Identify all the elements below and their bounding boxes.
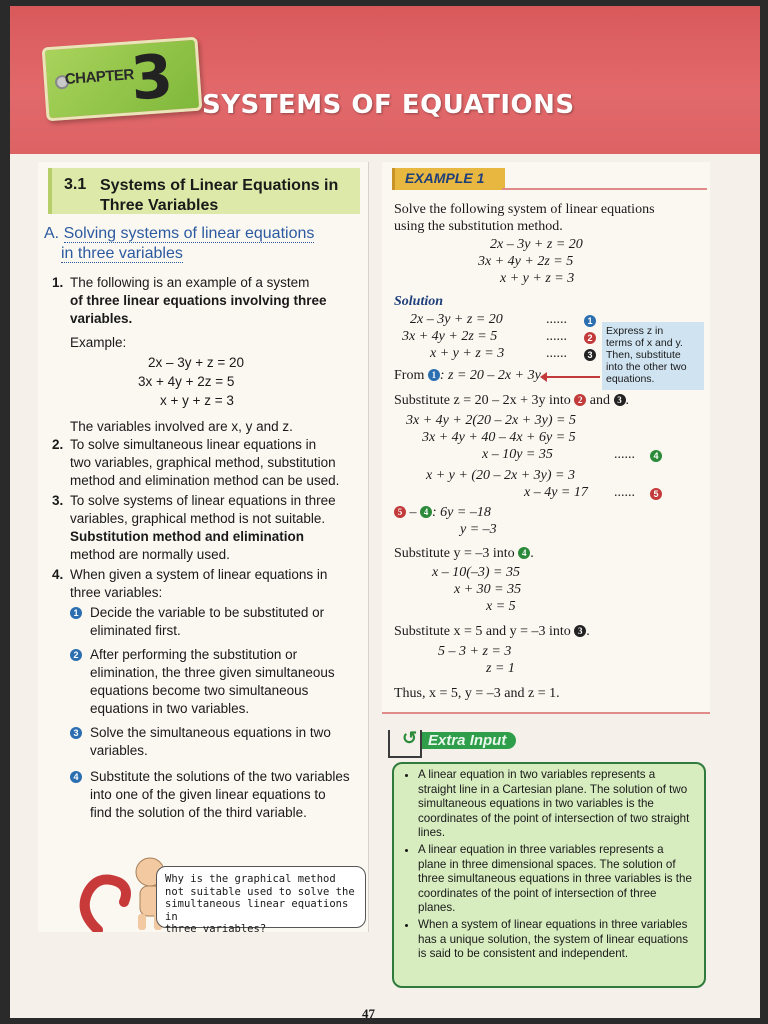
list-item-1	[52, 274, 368, 328]
example-panel	[382, 162, 710, 714]
question-equation-3: x + y + z = 3	[500, 271, 575, 286]
text-line: When given a system of linear equations in	[70, 567, 328, 582]
step-4-icon: 4	[70, 771, 82, 783]
subsection-heading	[44, 224, 354, 264]
text-line: two variables, graphical method, substitution	[70, 455, 336, 470]
eq-ref-1-icon: 1	[428, 369, 440, 381]
work-line-12: z = 1	[486, 661, 515, 676]
section-heading	[48, 168, 360, 214]
bubble-line: not suitable used to solve the	[165, 885, 355, 898]
note-line: Express z in	[606, 325, 664, 337]
question-line-1: Solve the following system of linear equations	[394, 202, 655, 217]
chapter-title: SYSTEMS OF EQUATIONS	[202, 90, 575, 120]
example-tab	[392, 168, 505, 190]
text-line: eliminated first.	[90, 623, 181, 638]
bubble-line: three variables?	[165, 923, 267, 935]
text-line: method are normally used.	[70, 547, 230, 562]
work-expression: : 6y = –18	[432, 505, 491, 520]
section-title: Systems of Linear Equations in Three Variables	[100, 177, 339, 214]
work-line-5: x – 4y = 17	[524, 485, 588, 500]
extra-bullet-1: • A linear equation in two variables represents a straight line in a Cartesian plane. The solution of two simultaneous equations in two variables is the coordinates of the point of intersection of two straight lines.	[418, 768, 694, 841]
text-line: To solve systems of linear equations in three	[70, 493, 336, 508]
note-line: equations.	[606, 373, 655, 385]
chapter-banner	[10, 6, 760, 154]
eq-marker-1-icon: 1	[584, 315, 596, 327]
text-line: into one of the given linear equations to	[90, 787, 326, 802]
step-4	[70, 768, 366, 822]
work-line-4: x + y + (20 – 2x + 3y) = 3	[426, 468, 575, 483]
text-line: variables, graphical method is not suitable.	[70, 511, 326, 526]
eq-marker-3-icon: 3	[584, 349, 596, 361]
eq-ref-2-icon: 2	[574, 394, 586, 406]
eq-dots-5: ......	[614, 485, 635, 500]
variables-line: The variables involved are x, y and z.	[70, 419, 293, 434]
pointer-arrow-icon	[540, 372, 547, 382]
list-number: 3.	[52, 493, 64, 508]
substitute-line-3: Substitute x = 5 and y = –3 into 3 .	[394, 624, 590, 639]
example-equation-3: x + y + z = 3	[160, 393, 234, 408]
text-line: To solve simultaneous linear equations in	[70, 437, 317, 452]
text-line: Substitution method and elimination	[70, 529, 304, 544]
work-line-10: x = 5	[486, 599, 516, 614]
text-line: elimination, the three given simultaneous	[90, 665, 335, 680]
minus-sign: –	[409, 505, 417, 520]
question-equation-2: 3x + 4y + 2z = 5	[478, 254, 574, 269]
note-line: Then, substitute	[606, 349, 681, 361]
extra-input-body	[392, 762, 706, 988]
section-number: 3.1	[64, 176, 87, 193]
text-line: variables.	[70, 311, 133, 326]
extra-input-title: Extra Input	[422, 732, 516, 749]
left-column	[38, 162, 369, 932]
extra-bullet-2: • A linear equation in three variables represents a plane in three dimensional spaces. The solution of three simultaneous equations in three variables is the coordinates of the point of intersection of three planes.	[418, 843, 694, 916]
chapter-tag	[42, 37, 203, 122]
substitute-text: Substitute z = 20 – 2x + 3y into	[394, 393, 571, 408]
step-3-icon: 3	[70, 727, 82, 739]
solution-eq-3: x + y + z = 3	[430, 346, 505, 361]
bubble-line: simultaneous linear equations in	[165, 898, 349, 923]
step-1	[70, 604, 366, 640]
eq-dots-2: ......	[546, 329, 567, 344]
list-item-4	[52, 566, 368, 602]
extra-input-panel	[382, 722, 710, 992]
text-line: of three linear equations involving three	[70, 293, 327, 308]
list-item-2	[52, 436, 368, 490]
text-line: The following is an example of a system	[70, 275, 310, 290]
text-line: find the solution of the third variable.	[90, 805, 307, 820]
text-line: variables.	[90, 743, 148, 758]
example-divider	[502, 188, 707, 190]
eq-ref-3b-icon: 3	[574, 625, 586, 637]
solution-eq-2: 3x + 4y + 2z = 5	[402, 329, 498, 344]
step-2	[70, 646, 366, 718]
example-equation-2: 3x + 4y + 2z = 5	[138, 374, 235, 389]
example-label: Example:	[70, 335, 127, 350]
eq-ref-5-icon: 5	[394, 506, 406, 518]
substitute-line-2: Substitute y = –3 into 4 .	[394, 546, 534, 561]
pointer-arrow-line	[544, 376, 600, 378]
subsection-title-line1: Solving systems of linear equations	[63, 225, 315, 242]
eq-dots-4: ......	[614, 447, 635, 462]
work-line-6	[394, 505, 491, 521]
solution-eq-1: 2x – 3y + z = 20	[410, 312, 503, 327]
work-line-2: 3x + 4y + 40 – 4x + 6y = 5	[422, 430, 576, 445]
question-equation-1: 2x – 3y + z = 20	[490, 237, 583, 252]
step-3	[70, 724, 366, 760]
work-line-8: x – 10(–3) = 35	[432, 565, 520, 580]
substitute-text: Substitute x = 5 and y = –3 into	[394, 624, 571, 639]
work-line-9: x + 30 = 35	[454, 582, 522, 597]
extra-input-icon	[388, 730, 422, 758]
text-line: Decide the variable to be substituted or	[90, 605, 325, 620]
chapter-label: CHAPTER	[64, 66, 135, 88]
text-line: equations in two variables.	[90, 701, 250, 716]
eq-ref-4b-icon: 4	[518, 547, 530, 559]
note-line: into the other two	[606, 361, 687, 373]
eq-ref-4-icon: 4	[420, 506, 432, 518]
text-line: Solve the simultaneous equations in two	[90, 725, 331, 740]
work-line-11: 5 – 3 + z = 3	[438, 644, 512, 659]
list-number: 4.	[52, 567, 64, 582]
chapter-number: 3	[128, 41, 176, 115]
eq-dots-3: ......	[546, 346, 567, 361]
step-1-icon: 1	[70, 607, 82, 619]
example-tab-label: EXAMPLE 1	[405, 170, 485, 186]
extra-bullet-3: • When a system of linear equations in three variables has a unique solution, the system of linear equations is said to be consistent and independent.	[418, 918, 694, 962]
from-expression: : z = 20 – 2x + 3y	[439, 368, 541, 383]
page-number: 47	[362, 1006, 375, 1018]
bubble-line: Why is the graphical method	[165, 873, 336, 885]
text-line: three variables:	[70, 585, 163, 600]
example-equation-1: 2x – 3y + z = 20	[148, 355, 245, 370]
textbook-page	[10, 6, 760, 1018]
step-2-icon: 2	[70, 649, 82, 661]
eq-ref-3-icon: 3	[614, 394, 626, 406]
substitute-text: Substitute y = –3 into	[394, 546, 515, 561]
and-text: and	[589, 393, 611, 408]
eq-dots-1: ......	[546, 312, 567, 327]
solution-label: Solution	[394, 294, 444, 309]
eq-marker-4-icon: 4	[650, 450, 662, 462]
list-number: 2.	[52, 437, 64, 452]
from-label: From	[394, 368, 425, 383]
substitute-line-1: Substitute z = 20 – 2x + 3y into 2 and 3 .	[394, 393, 630, 408]
subsection-letter: A.	[44, 225, 60, 242]
text-line: equations become two simultaneous	[90, 683, 309, 698]
from-line	[394, 368, 541, 384]
text-line: method and elimination method can be used.	[70, 473, 340, 488]
work-line-7: y = –3	[460, 522, 497, 537]
subsection-title-line2: in three variables	[61, 245, 183, 262]
question-bubble	[156, 866, 366, 935]
text-line: Substitute the solutions of the two variables	[90, 769, 350, 784]
hint-note	[602, 322, 704, 390]
list-item-3	[52, 492, 368, 564]
return-arrow-icon: ↺	[402, 728, 418, 748]
eq-marker-2-icon: 2	[584, 332, 596, 344]
question-line-2: using the substitution method.	[394, 219, 563, 234]
work-line-1: 3x + 4y + 2(20 – 2x + 3y) = 5	[406, 413, 576, 428]
eq-marker-5-icon: 5	[650, 488, 662, 500]
text-line: After performing the substitution or	[90, 647, 298, 662]
final-answer: Thus, x = 5, y = –3 and z = 1.	[394, 686, 560, 701]
work-line-3: x – 10y = 35	[482, 447, 553, 462]
note-line: terms of x and y.	[606, 337, 683, 349]
list-number: 1.	[52, 275, 64, 290]
